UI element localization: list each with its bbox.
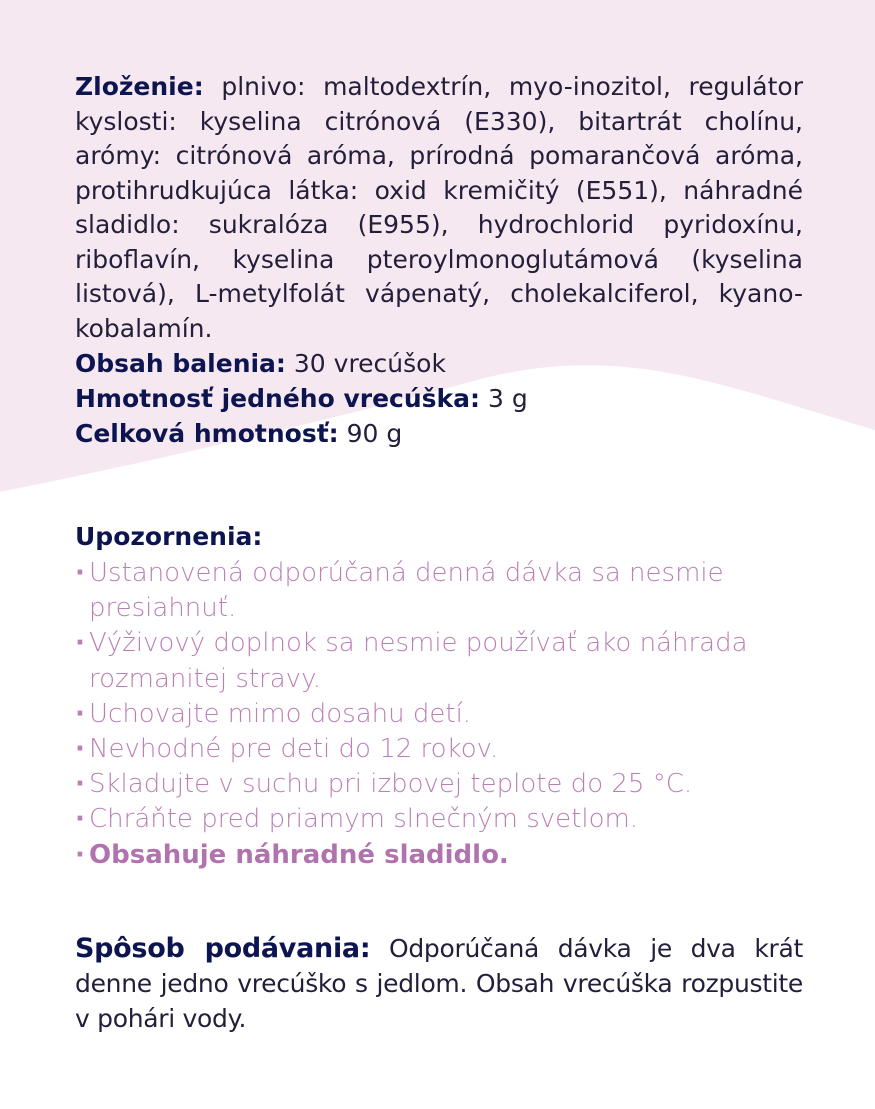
total-weight-row [75,416,803,451]
composition-label: Zloženie: [75,72,204,101]
sachet-weight-value: 3 g [487,384,528,413]
dosage-paragraph [75,931,803,1036]
total-weight-label: Celková hmotnosť: [75,419,339,448]
composition-paragraph [75,70,803,346]
warning-item: · Nevhodné pre deti do 12 rokov. [75,732,815,767]
warnings-title: Upozornenia: [75,522,263,551]
dosage-label: Spôsob podávania: [75,933,371,964]
composition-text: plnivo: maltodextrín, myo-inozitol, regulátor kyslosti: kyselina citrónová (E330), bitartrát cholínu, arómy: citrónová aróma, prírodná pomarančová aróma, protihrudkujúca látka: oxid kremičitý (E551), náhradné sladidlo: sukralóza (E955), hydrochlorid pyridoxínu, riboflavín, kyselina pteroylmonoglutámová (kyselina listová), L-metylfolát vápenatý, cholekalciferol, kyano-kobalamín. [75,72,803,343]
package-content-value: 30 vrecúšok [293,349,446,378]
warning-item-sweetener: · Obsahuje náhradné sladidlo. [75,838,815,873]
warning-item: · Chráňte pred priamym slnečným svetlom. [75,802,815,837]
package-content-row [75,346,803,381]
total-weight-value: 90 g [346,419,403,448]
sachet-weight-label: Hmotnosť jedného vrecúška: [75,384,481,413]
warning-item: · Ustanovená odporúčaná denná dávka sa nesmie presiahnuť. [75,556,815,626]
warnings-list [75,556,815,873]
composition-section [75,70,803,451]
sachet-weight-row [75,381,803,416]
warning-item: · Uchovajte mimo dosahu detí. [75,697,815,732]
warning-item: · Výživový doplnok sa nesmie používať ako náhrada rozmanitej stravy. [75,626,815,696]
warning-item: · Skladujte v suchu pri izbovej teplote do 25 °C. [75,767,815,802]
package-content-label: Obsah balenia: [75,349,286,378]
dosage-text: Odporúčaná dávka je dva krát denne jedno vrecúško s jedlom. Obsah vrecúška rozpustite v pohári vody. [75,934,803,1033]
